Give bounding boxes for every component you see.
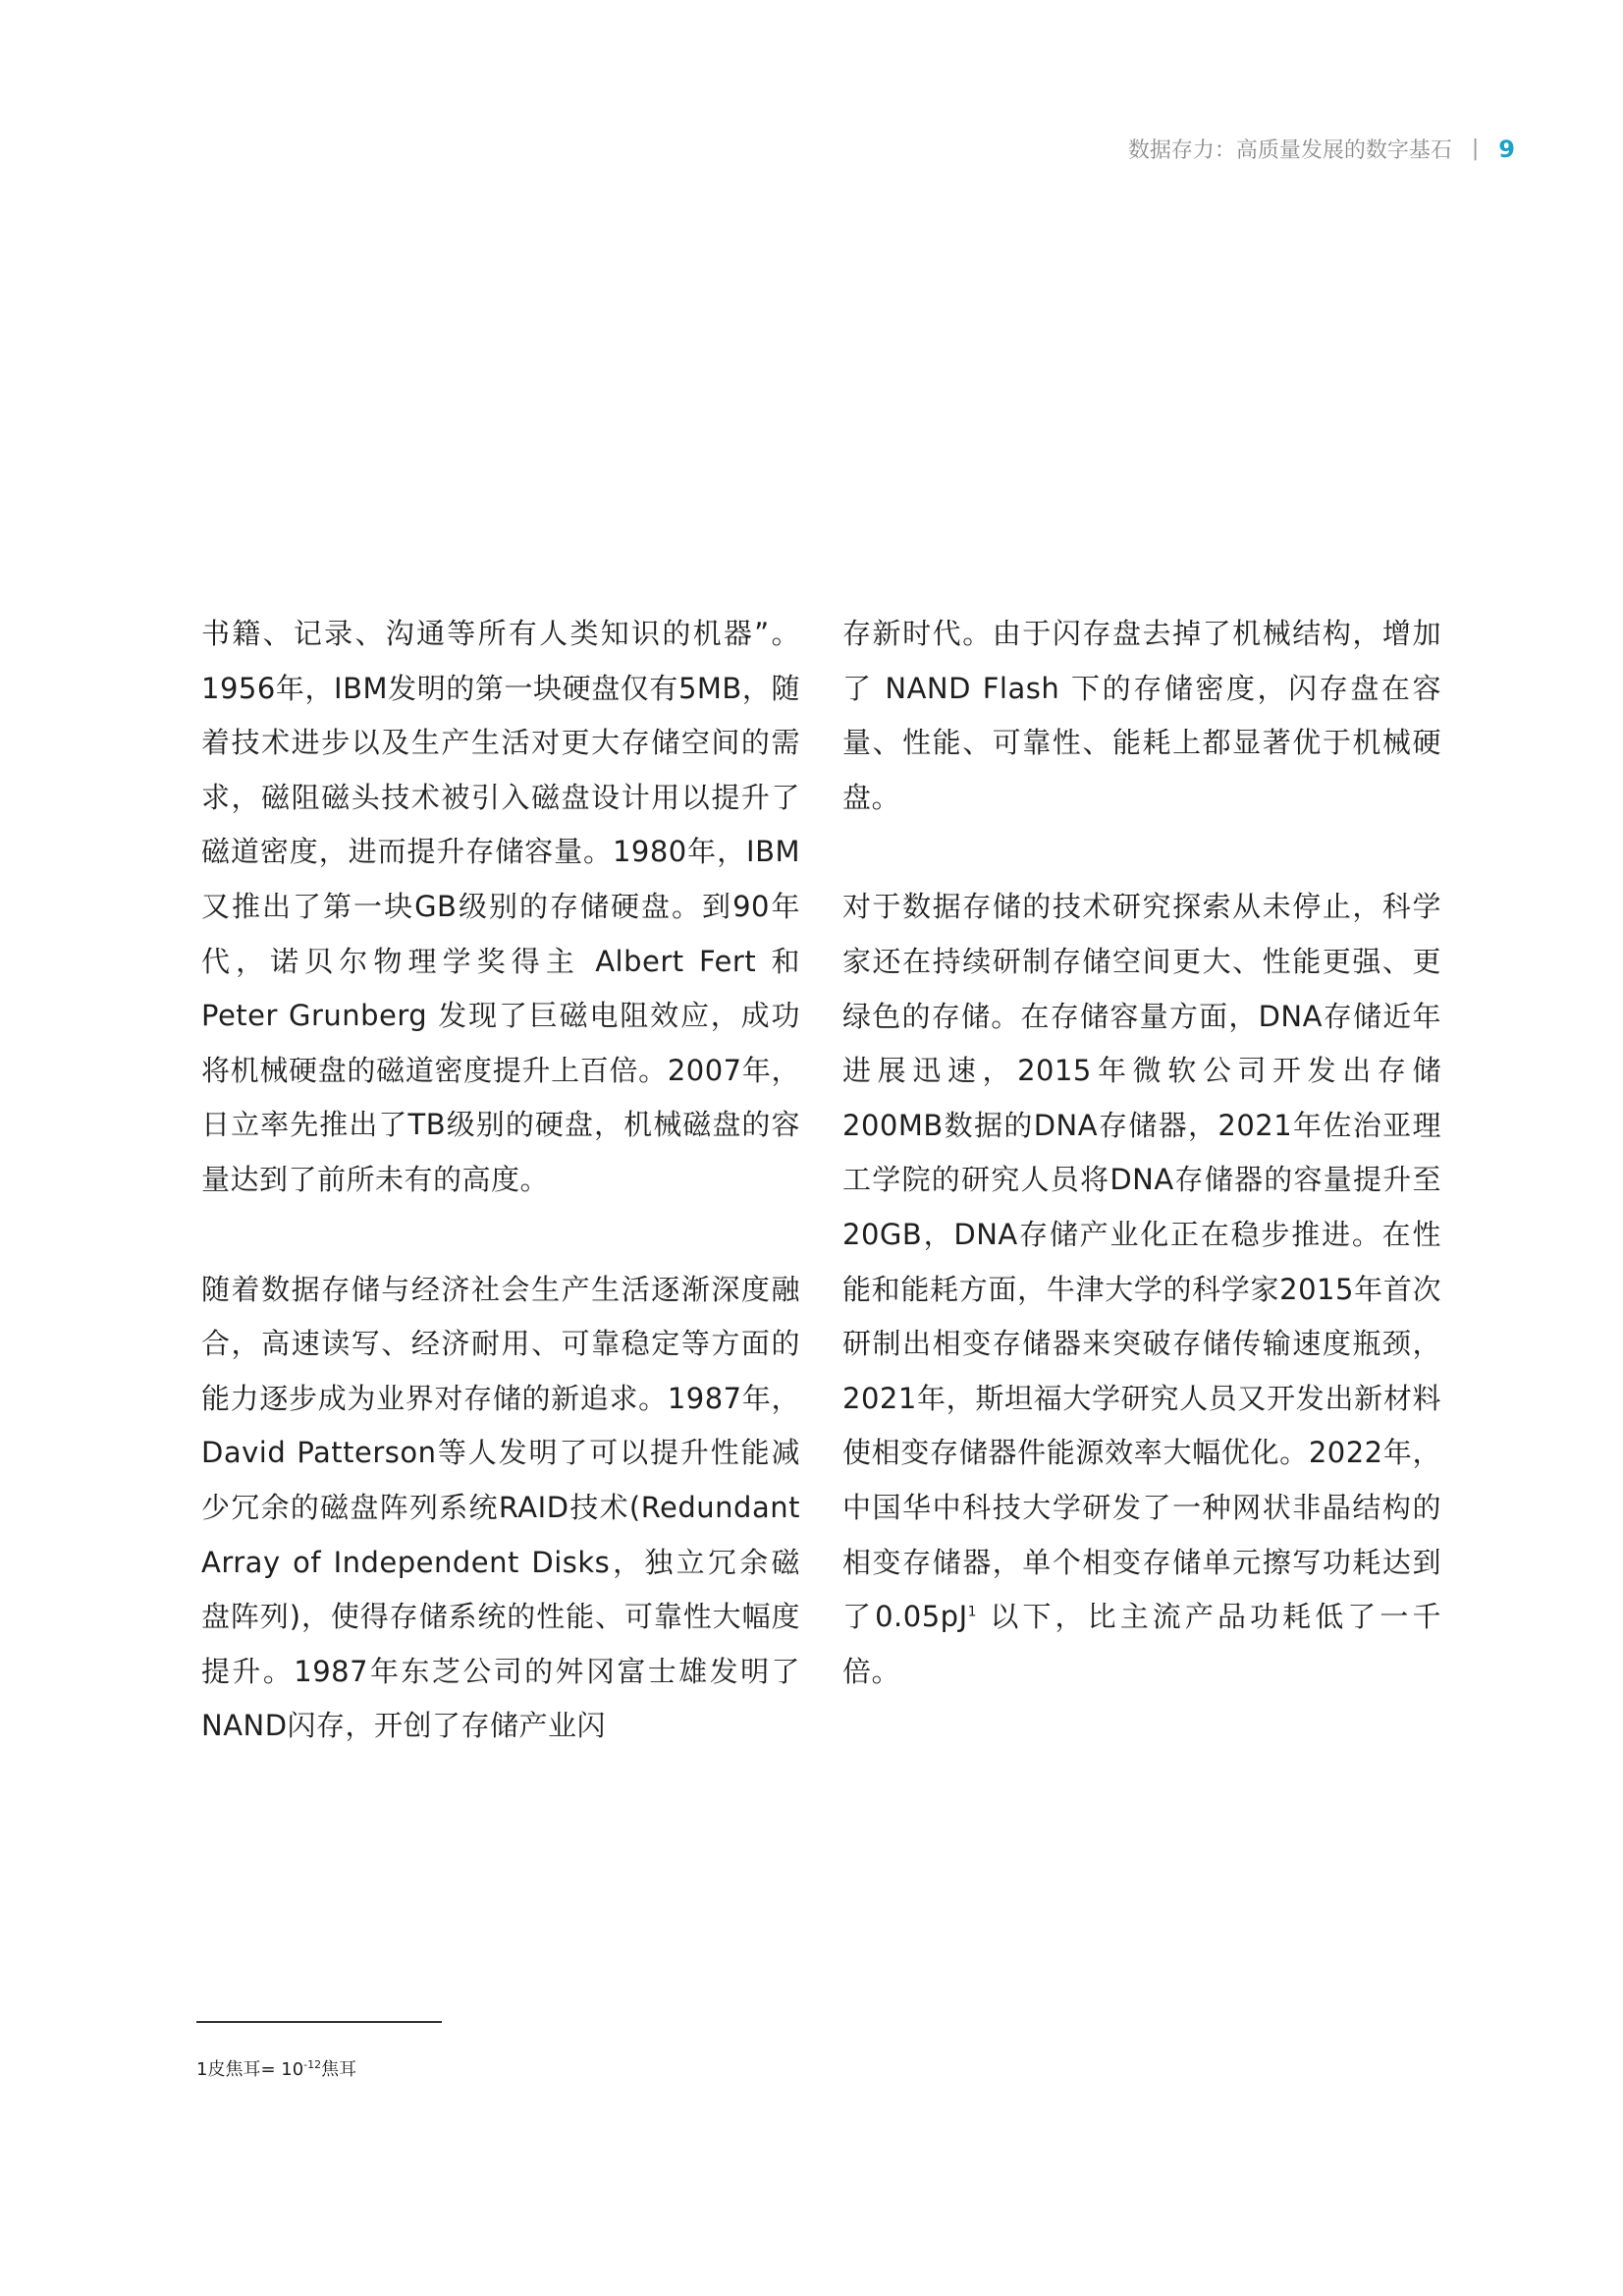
- page-number: 9: [1498, 135, 1515, 163]
- right-column: [842, 607, 1441, 1754]
- footnote-ref: 1: [967, 1604, 978, 1620]
- right-paragraph-2-tail: 以下，比主流产品功耗低了一千倍。: [842, 1600, 1441, 1688]
- footnote-suffix: 焦耳: [321, 2059, 357, 2080]
- footnote-divider: [196, 2021, 442, 2023]
- right-paragraph-2: [842, 880, 1441, 1699]
- right-paragraph-1: 存新时代。由于闪存盘去掉了机械结构，增加了 NAND Flash 下的存储密度，闪存盘在容量、性能、可靠性、能耗上都显著优于机械硬盘。: [842, 617, 1441, 814]
- left-paragraph-2: 随着数据存储与经济社会生产生活逐渐深度融合，高速读写、经济耐用、可靠稳定等方面的能力逐步成为业界对存储的新追求。1987年，David Patterson等人发明了可以提升性能减少冗余的磁盘阵列系统RAID技术(Redundant Array of Independent Disks，独立冗余磁盘阵列)，使得存储系统的性能、可靠性大幅度提升。1987年东芝公司的舛冈富士雄发明了NAND闪存，开创了存储产业闪: [201, 1272, 800, 1743]
- left-column: [201, 607, 800, 1809]
- right-paragraph-2-text: 对于数据存储的技术研究探索从未停止，科学家还在持续研制存储空间更大、性能更强、更绿色的存储。在存储容量方面，DNA存储近年进展迅速，2015年微软公司开发出存储200MB数据的DNA存储器，2021年佐治亚理工学院的研究人员将DNA存储器的容量提升至20GB，DNA存储产业化正在稳步推进。在性能和能耗方面，牛津大学的科学家2015年首次研制出相变存储器来突破存储传输速度瓶颈，2021年，斯坦福大学研究人员又开发出新材料使相变存储器件能源效率大幅优化。2022年，中国华中科技大学研发了一种网状非晶结构的相变存储器，单个相变存储单元擦写功耗达到了0.05pJ: [842, 890, 1441, 1634]
- footnote-prefix: 1皮焦耳= 10: [196, 2059, 304, 2080]
- left-paragraph-1: 书籍、记录、沟通等所有人类知识的机器”。1956年，IBM发明的第一块硬盘仅有5MB，随着技术进步以及生产生活对更大存储空间的需求，磁阻磁头技术被引入磁盘设计用以提升了磁道密度，进而提升存储容量。1980年，IBM又推出了第一块GB级别的存储硬盘。到90年代，诺贝尔物理学奖得主 Albert Fert 和 Peter Grunberg 发现了巨磁电阻效应，成功将机械硬盘的磁道密度提升上百倍。2007年，日立率先推出了TB级别的硬盘，机械磁盘的容量达到了前所未有的高度。: [201, 617, 800, 1196]
- running-header: [1128, 134, 1515, 164]
- footnote-exponent: -12: [303, 2058, 322, 2071]
- header-separator: |: [1471, 137, 1480, 161]
- header-title: 数据存力：高质量发展的数字基石: [1127, 138, 1452, 163]
- footnote: [196, 2055, 356, 2081]
